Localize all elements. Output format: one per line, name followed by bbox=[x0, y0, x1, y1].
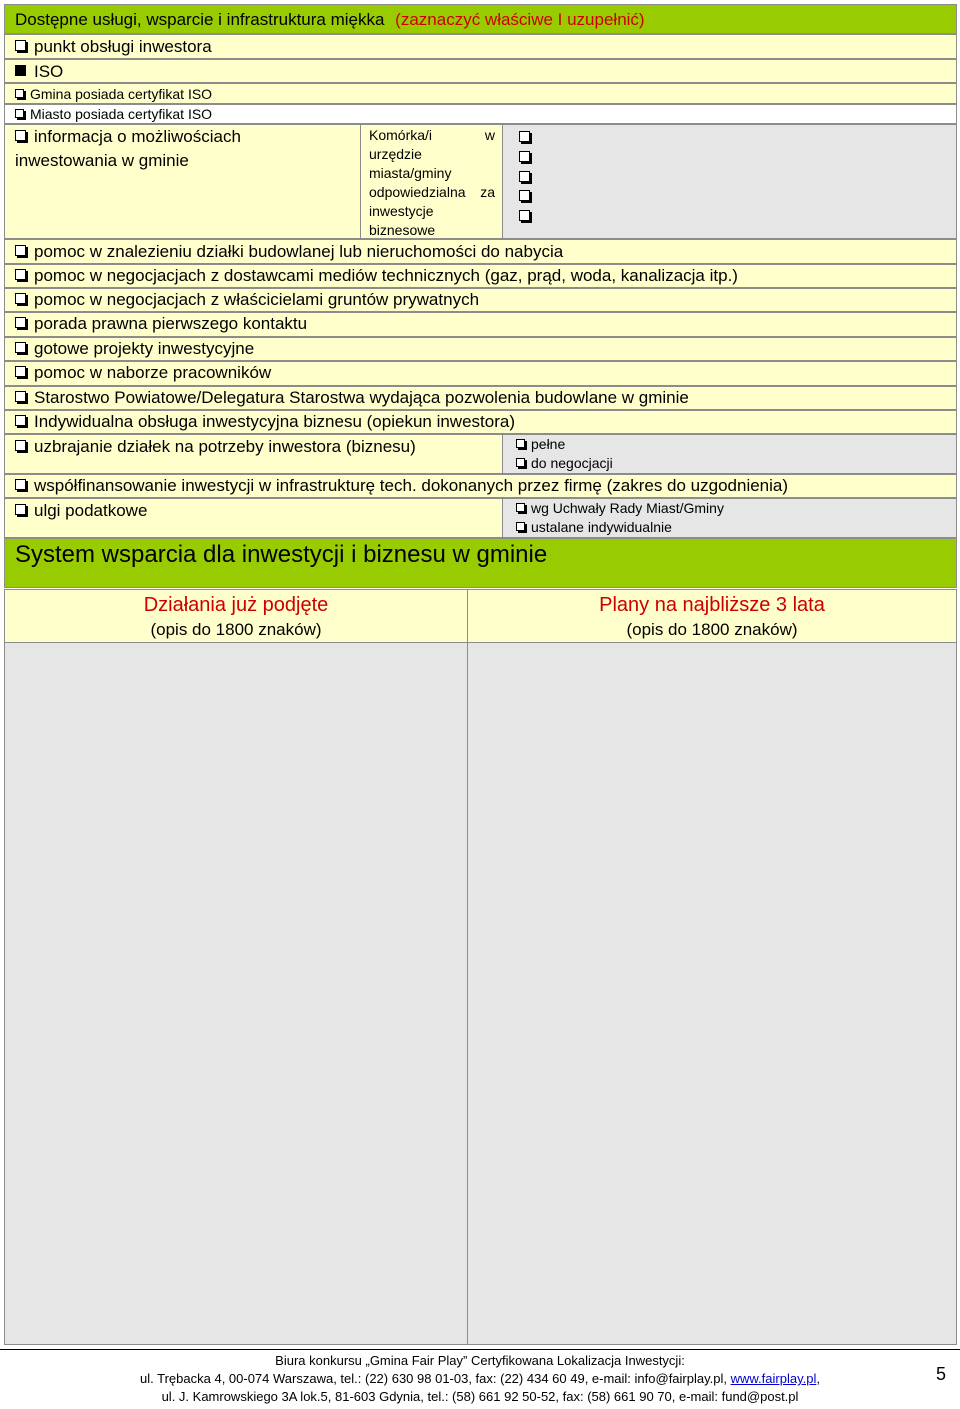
checkbox[interactable] bbox=[15, 415, 26, 426]
checked-checkbox[interactable] bbox=[15, 65, 26, 76]
option-label: współfinansowanie inwestycji w infrastrukturę tech. dokonanych przez firmę (zakres do uzgodnienia) bbox=[34, 476, 789, 495]
column-header-plans bbox=[468, 590, 956, 642]
checkbox[interactable] bbox=[15, 293, 26, 304]
column-title: Plany na najbliższe 3 lata bbox=[599, 594, 825, 616]
checkbox[interactable] bbox=[519, 190, 530, 201]
column-title: Działania już podjęte bbox=[143, 594, 329, 616]
checkbox[interactable] bbox=[15, 109, 24, 118]
checkbox[interactable] bbox=[15, 391, 26, 402]
option-label: pomoc w negocjacjach z dostawcami mediów technicznych (gaz, prąd, woda, kanalizacja itp.) bbox=[34, 266, 738, 285]
option-label: Indywidualna obsługa inwestycyjna biznesu (opiekun inwestora) bbox=[34, 412, 515, 431]
footer-line2: ul. Trębacka 4, 00-074 Warszawa, tel.: (22) 630 98 01-03, fax: (22) 434 60 49, e-mail: info@fairplay.pl, www.fairplay.pl, bbox=[140, 1371, 820, 1386]
system-title: System wsparcia dla inwestycji i biznesu w gminie bbox=[15, 541, 548, 568]
option-pomoc-naborze bbox=[4, 361, 957, 386]
option-label: pomoc w naborze pracowników bbox=[34, 363, 272, 382]
column-subtitle: (opis do 1800 znaków) bbox=[150, 620, 322, 639]
checkbox[interactable] bbox=[15, 440, 26, 451]
ulgi-options bbox=[503, 499, 956, 537]
footer-line1: Biura konkursu „Gmina Fair Play” Certyfikowana Lokalizacja Inwestycji: bbox=[275, 1353, 685, 1368]
option-ustalane: ustalane indywidualnie bbox=[531, 519, 672, 535]
option-pomoc-media bbox=[4, 264, 957, 288]
option-label: uzbrajanie działek na potrzeby inwestora (biznesu) bbox=[34, 437, 416, 456]
option-wg-uchwaly: wg Uchwały Rady Miast/Gminy bbox=[531, 500, 724, 516]
option-label: porada prawna pierwszego kontaktu bbox=[34, 314, 308, 333]
checkbox[interactable] bbox=[15, 504, 26, 515]
option-informacja bbox=[4, 124, 957, 239]
option-do-negocjacji: do negocjacji bbox=[531, 455, 613, 471]
option-label: pomoc w negocjacjach z właścicielami gruntów prywatnych bbox=[34, 290, 480, 309]
page-number: 5 bbox=[936, 1364, 947, 1384]
option-ulgi-podatkowe bbox=[4, 498, 957, 538]
plans-text-area[interactable] bbox=[468, 643, 956, 1344]
column-header-actions bbox=[5, 590, 467, 642]
option-pomoc-grunty bbox=[4, 288, 957, 312]
komorka-input-area[interactable] bbox=[503, 125, 956, 238]
column-subtitle: (opis do 1800 znaków) bbox=[626, 620, 798, 639]
checkbox[interactable] bbox=[519, 210, 530, 221]
option-gotowe-projekty bbox=[4, 337, 957, 361]
option-miasto-iso bbox=[4, 104, 957, 124]
footer-website-link[interactable]: www.fairplay.pl bbox=[730, 1371, 817, 1386]
checkbox[interactable] bbox=[15, 317, 26, 328]
checkbox[interactable] bbox=[15, 89, 24, 98]
checkbox[interactable] bbox=[15, 245, 26, 256]
checkbox[interactable] bbox=[519, 171, 530, 182]
checkbox[interactable] bbox=[15, 366, 26, 377]
checkbox[interactable] bbox=[516, 439, 525, 448]
section-title: Dostępne usługi, wsparcie i infrastruktura miękka bbox=[15, 10, 385, 29]
checkbox[interactable] bbox=[15, 130, 26, 141]
option-punkt-obslugi bbox=[4, 34, 957, 59]
uzbrajanie-options bbox=[503, 435, 956, 473]
option-label: Miasto posiada certyfikat ISO bbox=[30, 106, 213, 122]
checkbox[interactable] bbox=[519, 151, 530, 162]
checkbox[interactable] bbox=[15, 479, 26, 490]
option-starostwo bbox=[4, 386, 957, 410]
section-note: (zaznaczyć właściwe I uzupełnić) bbox=[395, 10, 645, 29]
section-header bbox=[4, 4, 957, 34]
checkbox[interactable] bbox=[516, 522, 525, 531]
footer-rule bbox=[0, 1349, 960, 1350]
option-label: ISO bbox=[34, 62, 64, 81]
option-label: pomoc w znalezieniu działki budowlanej lub nieruchomości do nabycia bbox=[34, 242, 564, 261]
actions-text-area[interactable] bbox=[5, 643, 467, 1344]
checkbox[interactable] bbox=[516, 458, 525, 467]
checkbox[interactable] bbox=[519, 131, 530, 142]
option-label-line1: informacja o możliwościach bbox=[34, 127, 241, 146]
option-uzbrajanie bbox=[4, 434, 957, 474]
option-gmina-iso bbox=[4, 83, 957, 104]
system-section-header bbox=[4, 538, 957, 588]
checkbox[interactable] bbox=[15, 40, 26, 51]
option-label: gotowe projekty inwestycyjne bbox=[34, 339, 255, 358]
option-label-line2: inwestowania w gminie bbox=[15, 151, 189, 170]
option-label: ulgi podatkowe bbox=[34, 501, 148, 520]
option-iso bbox=[4, 59, 957, 83]
checkbox[interactable] bbox=[15, 269, 26, 280]
option-label: Starostwo Powiatowe/Delegatura Starostwa wydająca pozwolenia budowlane w gminie bbox=[34, 388, 689, 407]
option-pelne: pełne bbox=[531, 436, 566, 452]
checkbox[interactable] bbox=[516, 503, 525, 512]
system-table bbox=[4, 589, 957, 1345]
option-pomoc-dzialki bbox=[4, 239, 957, 264]
option-indywidualna bbox=[4, 410, 957, 434]
footer-line3: ul. J. Kamrowskiego 3A lok.5, 81-603 Gdynia, tel.: (58) 661 92 50-52, fax: (58) 661 90 70, e-mail: fund@post.pl bbox=[161, 1389, 799, 1404]
option-wspolfinansowanie bbox=[4, 474, 957, 498]
option-label: punkt obsługi inwestora bbox=[34, 37, 212, 56]
option-porada-prawna bbox=[4, 312, 957, 337]
checkbox[interactable] bbox=[15, 342, 26, 353]
option-label: Gmina posiada certyfikat ISO bbox=[30, 86, 213, 102]
komorka-label: Komórka/i w urzędzie miasta/gminy odpowiedzialna za inwestycje biznesowe bbox=[369, 127, 495, 238]
